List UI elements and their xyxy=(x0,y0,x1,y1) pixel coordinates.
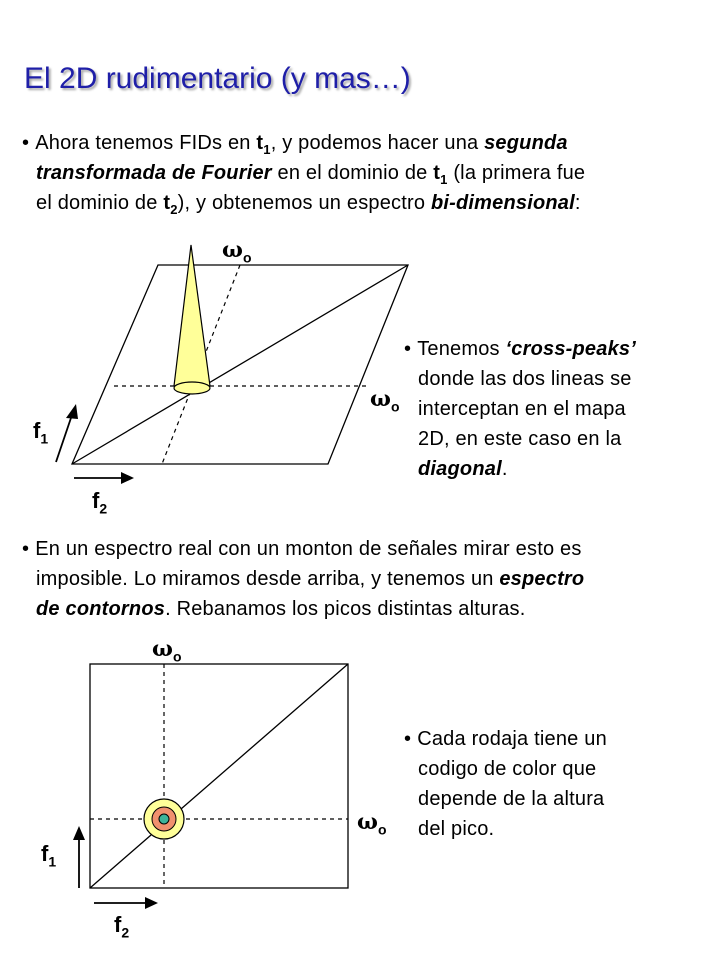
intro-line-2: transformada de Fourier en el dominio de $t_1$ (la primera fue xyxy=(36,162,586,187)
peak-cone xyxy=(174,245,210,386)
f1-arrowhead-2 xyxy=(73,826,85,840)
bullet-marker: • xyxy=(404,728,412,750)
f1-label: $f_1$ xyxy=(33,418,49,447)
slide-title: El 2D rudimentario (y mas…) xyxy=(24,62,411,95)
intro-line-1: • Ahora tenemos FIDs en $t_1$, y podemos hacer una segunda xyxy=(22,132,568,157)
omega-label-top: $\omega_o$ xyxy=(222,237,252,266)
color-code-paragraph: • Cada rodaja tiene un codigo de color que depende de la altura del pico. xyxy=(404,728,607,840)
bullet-marker: • xyxy=(404,338,412,360)
omega-label-top-2: $\omega_o$ xyxy=(152,636,182,665)
contour-diagonal xyxy=(90,664,348,888)
f2-arrowhead-2 xyxy=(145,897,158,909)
f2-arrowhead xyxy=(121,472,134,484)
contour-inner-ring xyxy=(159,814,169,824)
intro-line-3: el dominio de $t_2$), y obtenemos un espectro bi-dimensional: xyxy=(36,192,581,217)
f1-arrowhead xyxy=(66,404,78,419)
f1-label-2: $f_1$ xyxy=(41,841,57,870)
real-spectrum-paragraph: • En un espectro real con un monton de señales mirar esto es imposible. Lo miramos desde arriba, y tenemos un espectro de contornos. Rebanamos los picos distintas alturas. xyxy=(22,538,585,620)
omega-label-right: $\omega_o$ xyxy=(370,386,400,415)
cross-peaks-paragraph: • Tenemos ‘cross-peaks’ donde las dos lineas se interceptan en el mapa 2D, en este caso en la diagonal. xyxy=(404,338,636,480)
diagonal-line xyxy=(72,265,408,464)
f2-label-2: $f_2$ xyxy=(114,912,130,941)
bullet-marker: • xyxy=(22,132,30,154)
f2-label: $f_2$ xyxy=(92,488,108,517)
f1-axis-arrow xyxy=(56,412,73,462)
peak-base xyxy=(174,382,210,394)
omega-label-right-2: $\omega_o$ xyxy=(357,809,387,838)
bullet-marker: • xyxy=(22,538,30,560)
